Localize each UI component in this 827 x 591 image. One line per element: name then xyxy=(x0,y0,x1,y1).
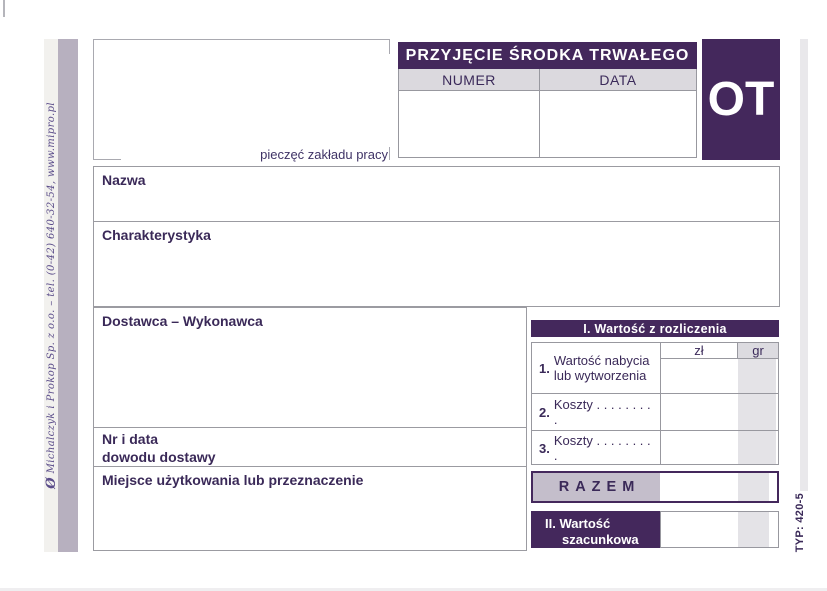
total-gr-band xyxy=(738,473,769,501)
charakterystyka-field[interactable] xyxy=(94,222,779,250)
row2-number: 2. xyxy=(539,404,550,420)
currency-header-strip xyxy=(661,343,778,359)
data-header-cell xyxy=(540,69,696,90)
stamp-box-corner xyxy=(389,40,390,54)
scan-corner-mark xyxy=(3,0,5,17)
nr-data-label-line1: Nr i data xyxy=(102,431,159,447)
data-label: DATA xyxy=(599,71,637,88)
stamp-box[interactable] xyxy=(93,39,390,162)
row1-text: Wartość nabycia lub wytworzenia xyxy=(553,353,650,383)
miejsce-label: Miejsce użytkowania lub przeznaczenie xyxy=(102,472,364,488)
miejsce-field[interactable] xyxy=(94,467,526,549)
gr-label: gr xyxy=(752,343,764,358)
type-code-box xyxy=(789,493,811,553)
left-stub-accent-band xyxy=(58,39,78,552)
row3-number: 3. xyxy=(539,440,550,456)
numer-value-cell[interactable] xyxy=(399,91,540,157)
dostawca-label: Dostawca – Wykonawca xyxy=(102,313,263,329)
form-symbol-box xyxy=(702,39,780,160)
total-label xyxy=(533,473,660,501)
valuation-row3-value-cell[interactable] xyxy=(661,431,778,465)
document-header xyxy=(398,42,697,158)
valuation-row1-value-cell[interactable] xyxy=(661,359,778,393)
nazwa-label: Nazwa xyxy=(102,172,146,188)
valuation-row2-label xyxy=(532,394,660,430)
dostawca-field[interactable] xyxy=(94,308,526,428)
nr-data-dowodu-field[interactable] xyxy=(94,428,526,467)
estimated-label-line2: szacunkowa xyxy=(562,532,639,548)
valuation-section1-title xyxy=(531,320,779,337)
row3-text: Koszty . . . . . . . . . xyxy=(553,433,651,463)
estimated-value-header xyxy=(531,511,660,548)
valuation-row2-value-cell[interactable] xyxy=(661,394,778,430)
valuation-section1-title-text: I. Wartość z rozliczenia xyxy=(583,321,727,336)
publisher-imprint xyxy=(44,102,59,489)
document-title: PRZYJĘCIE ŚRODKA TRWAŁEGO xyxy=(398,42,697,69)
row1-number: 1. xyxy=(539,360,550,376)
valuation-row3-label xyxy=(532,431,660,465)
estimated-value-row xyxy=(531,511,779,548)
numer-label: NUMER xyxy=(442,71,496,88)
valuation-table xyxy=(531,342,779,465)
upper-fields-box xyxy=(93,166,780,307)
stamp-box-corner xyxy=(389,147,390,160)
left-stub-strip xyxy=(44,39,58,552)
estimated-value-cell[interactable] xyxy=(660,511,779,548)
numer-header-cell xyxy=(399,69,540,90)
total-label-text: RAZEM xyxy=(558,479,641,495)
total-row xyxy=(531,471,779,503)
publisher-logo-icon: Ø xyxy=(43,477,59,489)
stamp-caption: pieczęć zakładu pracy xyxy=(250,147,388,163)
zl-label: zł xyxy=(694,343,704,358)
estimated-gr-band xyxy=(738,512,769,547)
publisher-company-text: Michalczyk i Prokop Sp. z o.o. – tel. (0-42) 640-32-54, www.mipro.pl xyxy=(45,102,57,474)
total-value-cell[interactable] xyxy=(660,473,777,501)
numer-data-header-row xyxy=(398,69,697,91)
data-value-cell[interactable] xyxy=(540,91,696,157)
charakterystyka-label: Charakterystyka xyxy=(102,227,211,243)
nazwa-field[interactable] xyxy=(94,167,779,222)
right-edge-strip xyxy=(800,39,808,491)
type-code: TYP: 420-5 xyxy=(794,493,806,553)
stamp-box-corner xyxy=(93,159,121,160)
lower-fields-box xyxy=(93,307,527,551)
currency-minor-header xyxy=(737,343,778,359)
estimated-label-line1: II. Wartość xyxy=(545,516,611,531)
nr-data-label-line2: dowodu dostawy xyxy=(102,449,216,466)
currency-major-header xyxy=(661,343,737,359)
row2-text: Koszty . . . . . . . . . xyxy=(553,397,651,427)
numer-data-value-row xyxy=(398,91,697,158)
valuation-row1-label xyxy=(532,343,660,393)
form-symbol: OT xyxy=(707,73,775,126)
